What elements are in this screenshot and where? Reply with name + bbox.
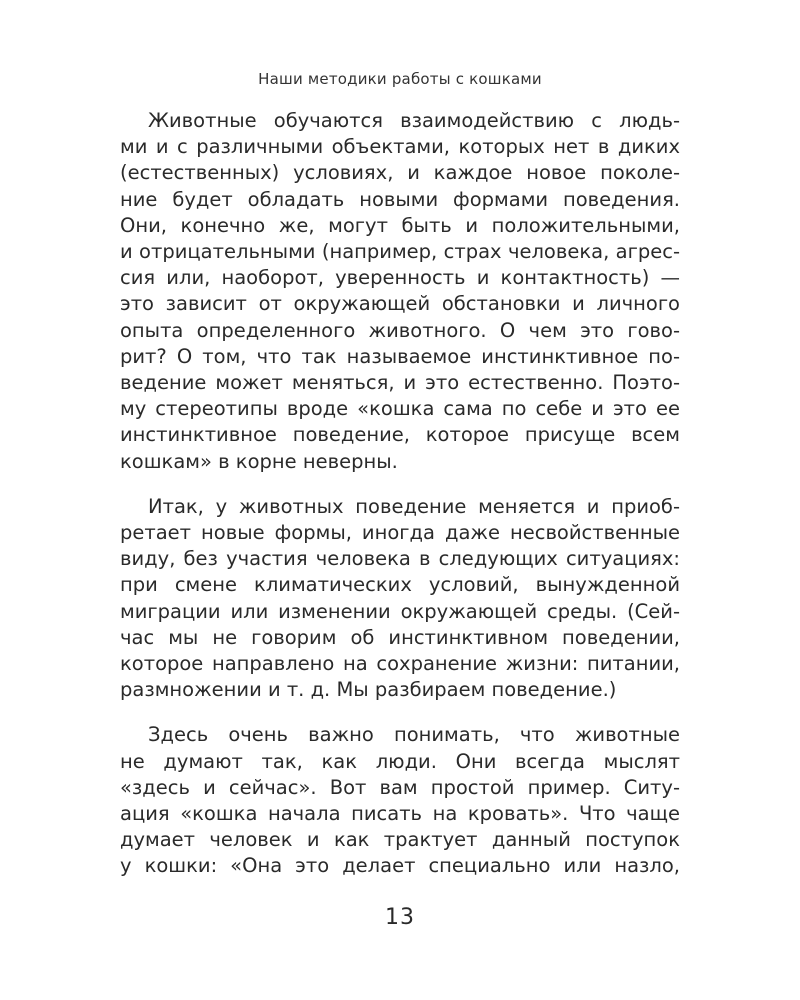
text-line: му стереотипы вроде «кошка сама по себе и это ее — [120, 397, 680, 421]
text-line: виду, без участия человека в следующих ситуациях: — [120, 547, 680, 571]
text-line: опыта определенного животного. О чем это гово- — [120, 318, 680, 342]
text-line: кошкам» в корне неверны. — [120, 449, 398, 473]
text-line: «здесь и сейчас». Вот вам простой пример. Ситу- — [120, 775, 680, 799]
text-line: и отрицательными (например, страх человека, агрес- — [120, 240, 680, 264]
running-header: Наши методики работы с кошками — [258, 70, 542, 88]
text-line: при смене климатических условий, вынужденной — [120, 573, 680, 597]
text-line: сия или, наоборот, уверенность и контактность) — — [120, 266, 680, 290]
text-line: ретает новые формы, иногда даже несвойственные — [120, 521, 680, 545]
text-line: которое направлено на сохранение жизни: питании, — [120, 652, 680, 676]
text-line: думает человек и как трактует данный поступок — [120, 828, 680, 852]
text-line: Здесь очень важно понимать, что животные — [148, 723, 680, 747]
text-line: это зависит от окружающей обстановки и личного — [120, 292, 680, 316]
text-line: (естественных) условиях, и каждое новое поколе- — [120, 161, 680, 185]
text-line: ми и с различными объектами, которых нет в диких — [120, 135, 680, 159]
paragraph-2 — [120, 494, 680, 704]
text-line: миграции или изменении окружающей среды. (Сей- — [120, 599, 680, 623]
text-line: рит? О том, что так называемое инстинктивное по- — [120, 344, 680, 368]
text-line: у кошки: «Она это делает специально или назло, — [120, 854, 680, 878]
text-line: ация «кошка начала писать на кровать». Что чаще — [120, 802, 680, 826]
text-line: Они, конечно же, могут быть и положительными, — [120, 213, 680, 237]
paragraph-1 — [120, 108, 680, 475]
text-line: Животные обучаются взаимодействию с людь- — [148, 109, 680, 132]
page-number: 13 — [385, 905, 415, 930]
text-line: Итак, у животных поведение меняется и приоб- — [148, 494, 680, 518]
text-line: час мы не говорим об инстинктивном поведении, — [120, 625, 680, 649]
paragraph-3 — [120, 722, 680, 879]
text-line: инстинктивное поведение, которое присуще всем — [120, 423, 680, 447]
text-line: ние будет обладать новыми формами поведения. — [120, 187, 680, 211]
text-line: не думают так, как люди. Они всегда мыслят — [120, 749, 680, 773]
text-line: ведение может меняться, и это естественно. Поэто- — [120, 371, 680, 395]
body-text — [120, 108, 680, 899]
text-line: размножении и т. д. Мы разбираем поведение.) — [120, 678, 617, 702]
